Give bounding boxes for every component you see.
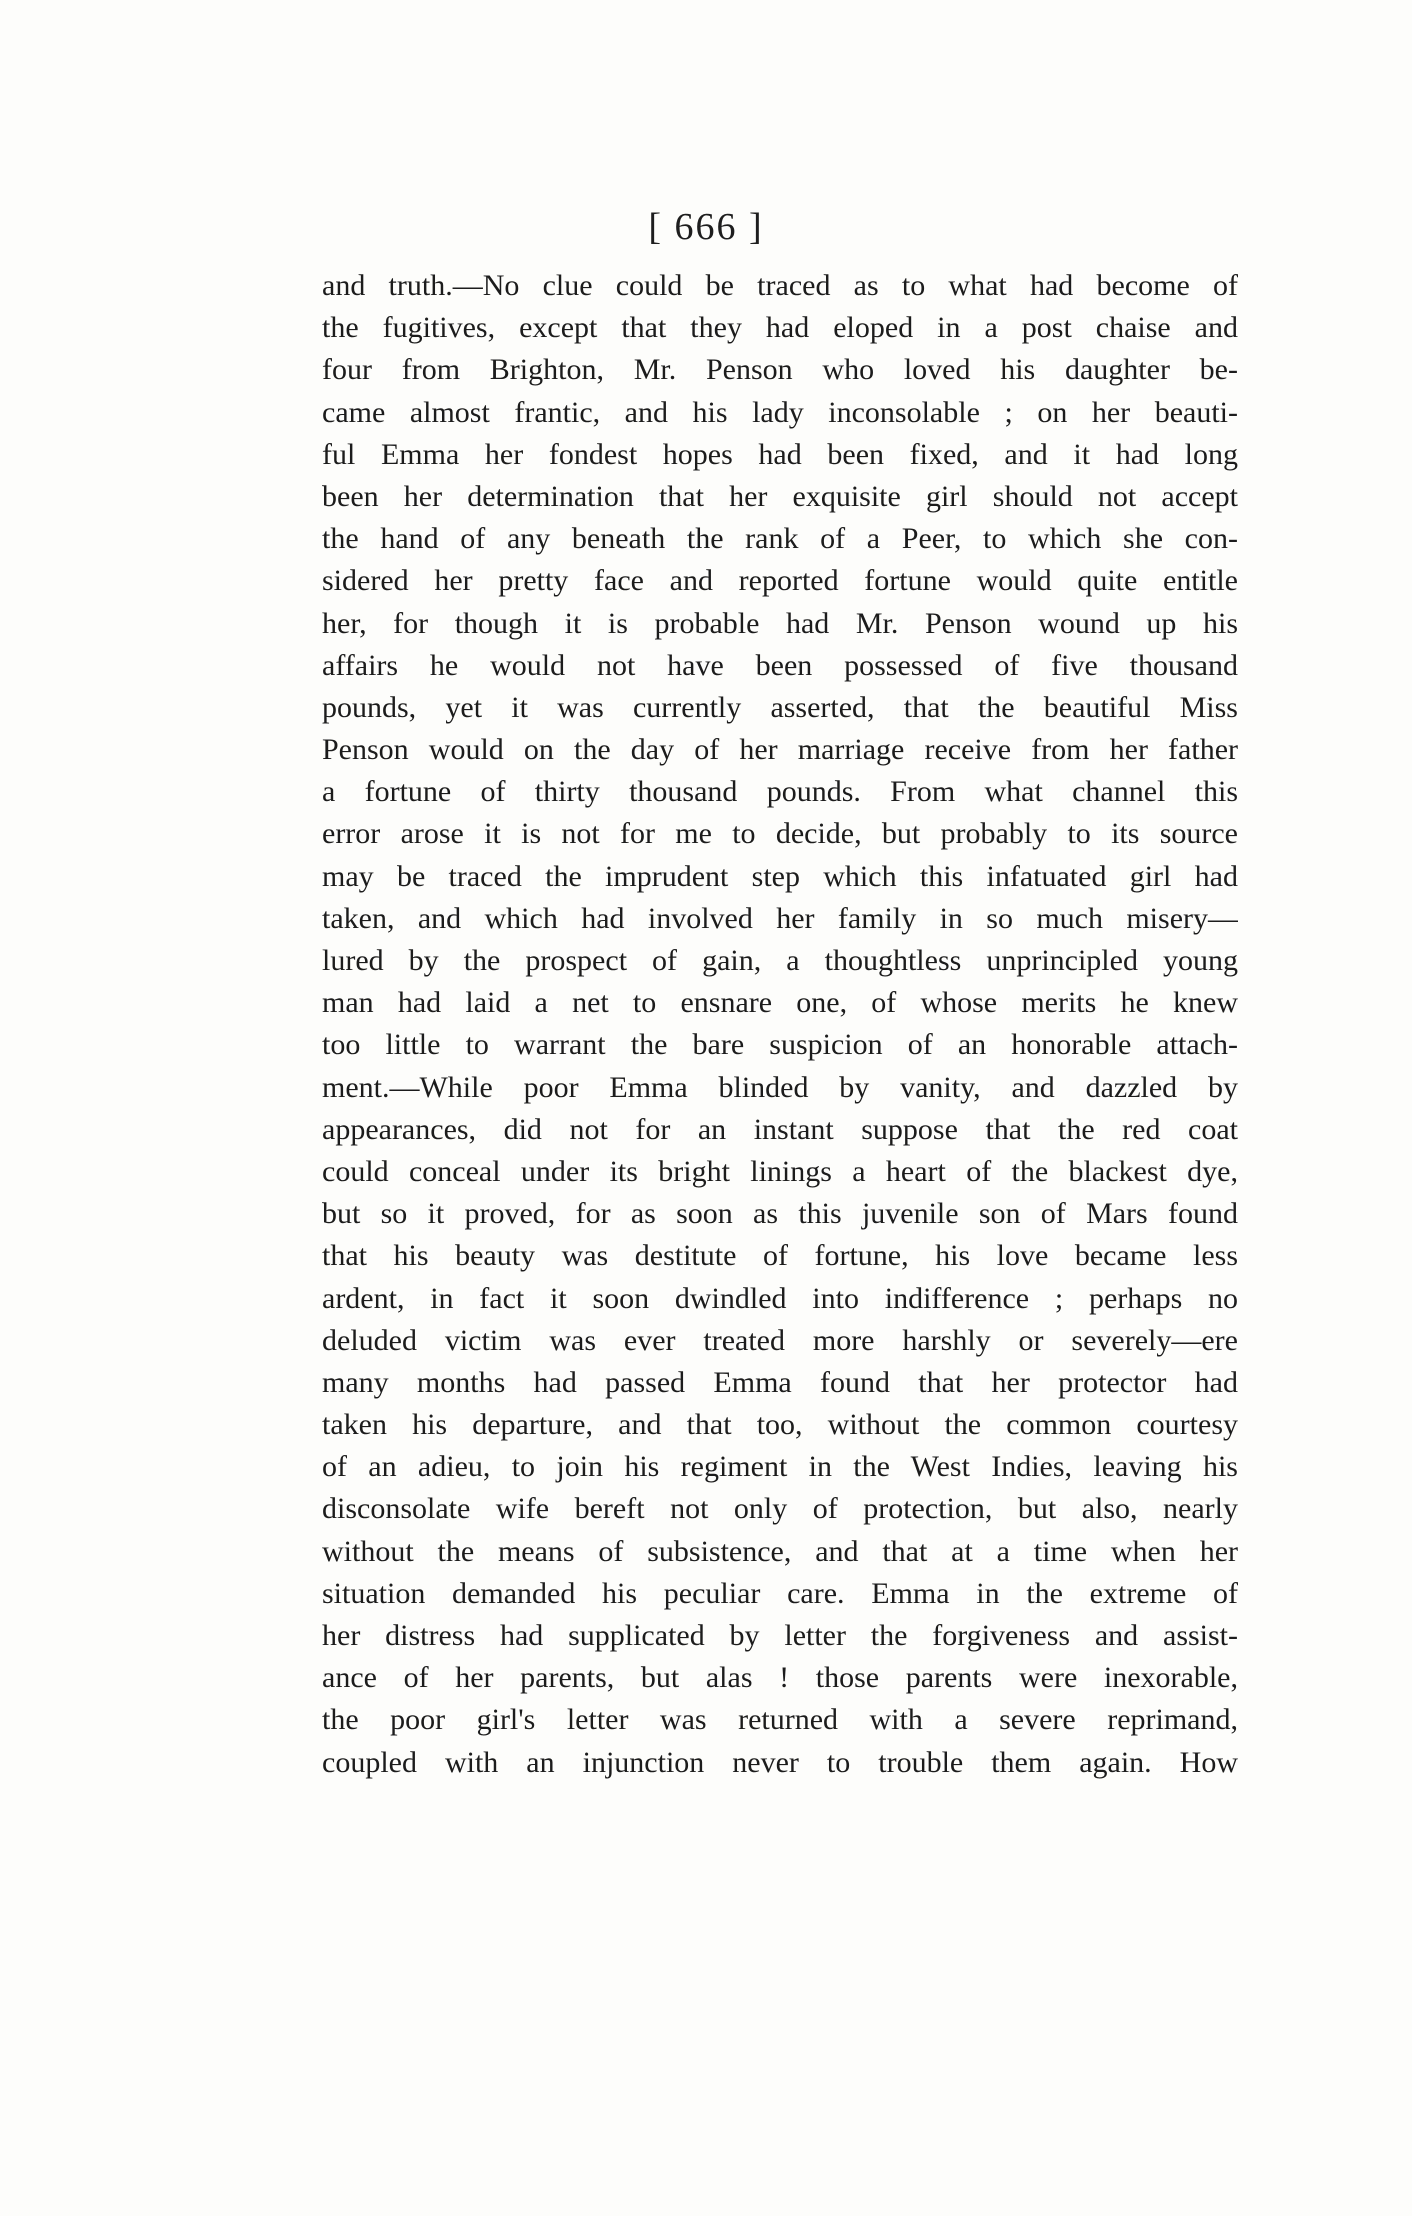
text-line: came almost frantic, and his lady inconsolable ; on her beauti- xyxy=(322,395,1238,429)
text-line: a fortune of thirty thousand pounds. From what channel this xyxy=(322,775,1238,809)
text-line: her, for though it is probable had Mr. Penson wound up his xyxy=(322,606,1238,640)
text-line: lured by the prospect of gain, a thoughtless unprincipled young xyxy=(322,944,1238,977)
text-line: coupled with an injunction never to trouble them again. How xyxy=(322,1745,1238,1779)
text-line: but so it proved, for as soon as this juvenile son of Mars found xyxy=(322,1197,1238,1231)
text-line: taken, and which had involved her family in so much misery— xyxy=(322,901,1238,935)
text-line: Penson would on the day of her marriage receive from her father xyxy=(322,733,1238,767)
page-number: [ 666 ] xyxy=(648,206,764,248)
text-line: taken his departure, and that too, without the common courtesy xyxy=(322,1408,1238,1442)
text-line: the poor girl's letter was returned with a severe reprimand, xyxy=(322,1703,1238,1737)
text-line: sidered her pretty face and reported fortune would quite entitle xyxy=(322,564,1238,598)
text-line: appearances, did not for an instant suppose that the red coat xyxy=(322,1112,1238,1146)
text-line: the hand of any beneath the rank of a Peer, to which she con- xyxy=(322,522,1238,556)
body-text xyxy=(322,265,1238,1784)
text-line: deluded victim was ever treated more harshly or severely—ere xyxy=(322,1323,1238,1357)
text-line: ardent, in fact it soon dwindled into indifference ; perhaps no xyxy=(322,1281,1238,1315)
text-line: that his beauty was destitute of fortune, his love became less xyxy=(322,1239,1238,1273)
text-line: and truth.—No clue could be traced as to what had become of xyxy=(322,269,1238,302)
text-line: situation demanded his peculiar care. Emma in the extreme of xyxy=(322,1576,1238,1610)
text-line: many months had passed Emma found that her protector had xyxy=(322,1365,1238,1399)
text-line: affairs he would not have been possessed of five thousand xyxy=(322,648,1238,682)
text-line: pounds, yet it was currently asserted, that the beautiful Miss xyxy=(322,690,1238,724)
text-line: ance of her parents, but alas ! those parents were inexorable, xyxy=(322,1661,1238,1695)
text-line: without the means of subsistence, and that at a time when her xyxy=(322,1534,1238,1568)
text-line: of an adieu, to join his regiment in the West Indies, leaving his xyxy=(322,1450,1238,1484)
text-line: disconsolate wife bereft not only of protection, but also, nearly xyxy=(322,1492,1238,1526)
text-line: the fugitives, except that they had eloped in a post chaise and xyxy=(322,311,1238,345)
text-line: too little to warrant the bare suspicion of an honorable attach- xyxy=(322,1028,1238,1062)
text-line: ful Emma her fondest hopes had been fixed, and it had long xyxy=(322,437,1238,471)
text-line: ment.—While poor Emma blinded by vanity, and dazzled by xyxy=(322,1070,1238,1104)
text-line: may be traced the imprudent step which this infatuated girl had xyxy=(322,859,1238,893)
text-line: could conceal under its bright linings a heart of the blackest dye, xyxy=(322,1154,1238,1188)
text-line: four from Brighton, Mr. Penson who loved his daughter be- xyxy=(322,353,1238,387)
text-line: been her determination that her exquisite girl should not accept xyxy=(322,479,1238,513)
text-line: man had laid a net to ensnare one, of whose merits he knew xyxy=(322,986,1238,1020)
text-line: her distress had supplicated by letter the forgiveness and assist- xyxy=(322,1619,1238,1652)
text-line: error arose it is not for me to decide, but probably to its source xyxy=(322,817,1238,851)
